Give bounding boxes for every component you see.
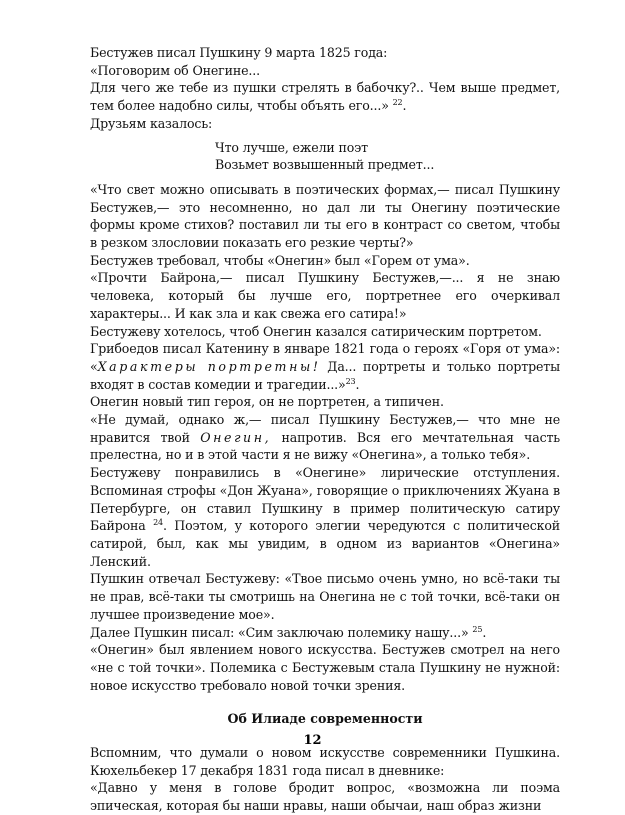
text: Далее Пушкин писал: «Сим заключаю полемику нашу...» (90, 624, 469, 640)
paragraph (90, 181, 560, 252)
paragraph (90, 340, 560, 393)
text: Пушкин отвечал Бестужеву: «Твое письмо очень умно, но всё-таки ты не прав, всё-таки ты смотришь на Онегина не с той точки, всё-таки он лучшее произведение мое». (90, 571, 560, 622)
text: Бестужев требовал, чтобы «Онегин» был «Горем от ума». (90, 252, 470, 268)
paragraph (90, 252, 560, 270)
text: Бестужеву хотелось, чтоб Онегин казался сатирическим портретом. (90, 323, 542, 339)
footnote-ref[interactable]: 25 (472, 624, 483, 634)
paragraph (90, 44, 560, 62)
paragraph (90, 115, 560, 133)
verse-quote (215, 139, 560, 174)
text: «Что свет можно описывать в поэтических формах,— писал Пушкину Бестужев,— это несомненно, но дал ли ты Онегину поэтические формы кроме стихов? поставил ли ты его в контраст со светом, чтобы в резком злословии показать его резкие черты?» (90, 181, 560, 251)
footnote-ref[interactable]: 22 (392, 98, 403, 108)
emphasis-text: Характеры портретны! (97, 358, 321, 374)
text: Вспомним, что думали о новом искусстве современники Пушкина. Кюхельбекер 17 декабря 1831 года писал в дневнике: (90, 745, 560, 778)
paragraph: Для чего же тебе из пушки стрелять в бабочку?.. Чем выше предмет, тем более надобно силы, чтобы объять его...» $^{22}$. (90, 80, 560, 114)
text: Грибоедов писал Катенину в январе 1821 года о героях «Горя от ума»: « (90, 341, 560, 374)
paragraph (90, 641, 560, 694)
text: Для чего же тебе из пушки стрелять в бабочку?.. Чем выше предмет, тем более надобно силы, чтобы объять его...» (90, 80, 560, 114)
verse-line: Что лучше, ежели поэт (215, 139, 368, 155)
paragraph (90, 624, 560, 642)
text: Да... портреты и только портреты входят в состав комедии и трагедии...» (90, 358, 560, 392)
text: Друзьям казалось: (90, 115, 213, 131)
page-number: 12 (303, 733, 322, 748)
text: Бестужеву понравились в «Онегине» лирические отступления. Вспоминая строфы «Дон Жуана», говорящие о приключениях Жуана в Петербурге, он ставил Пушкину в пример политическую сатиру Байрона (90, 465, 560, 534)
text: . Поэтом, у которого элегии чередуются с политической сатирой, был, как мы увидим, в одном из вариантов «Онегина» Ленский. (90, 518, 560, 569)
text: «Давно у меня в голове бродит вопрос, «возможна ли поэма эпическая, которая бы наши нравы, наши обычаи, наш образ жизни (90, 780, 560, 814)
text: «Поговорим об Онегине... (90, 62, 260, 78)
paragraph (90, 744, 560, 779)
paragraph (90, 779, 560, 814)
paragraph (90, 323, 560, 341)
section-heading: Об Илиаде современности (227, 711, 423, 727)
text: Онегин новый тип героя, он не портретен, а типичен. (90, 394, 444, 410)
emphasis-text: Онегин, (200, 429, 272, 445)
text: . (355, 376, 360, 392)
page-body (90, 44, 560, 815)
spacer (90, 694, 560, 710)
text: «Не думай, однако ж,— писал Пушкину Бестужев,— что мне не нравится твой (90, 412, 560, 445)
text: «Прочти Байрона,— писал Пушкину Бестужев,—... я не знаю человека, который бы лучше его, портретнее его очеркивал характеры... И как зла и как свежа его сатира!» (90, 270, 560, 321)
text: . (482, 624, 487, 640)
footnote-ref[interactable]: 23 (345, 376, 356, 386)
text: Бестужев писал Пушкину 9 марта 1825 года: (90, 45, 388, 60)
paragraph (90, 570, 560, 623)
paragraph (90, 393, 560, 411)
text: «Онегин» был явлением нового искусства. Бестужев смотрел на него «не с той точки». Полемика с Бестужевым стала Пушкину не нужной: новое искусство требовало новой точки зрения. (90, 642, 560, 693)
paragraph (90, 464, 560, 570)
paragraph (90, 62, 560, 80)
text: напротив. Вся его мечтательная часть прелестна, но и в этой части я не вижу «Онегина», а только тебя». (90, 429, 560, 463)
footnote-ref[interactable]: 24 (153, 518, 163, 528)
paragraph (90, 411, 560, 464)
verse-line: Возьмет возвышенный предмет... (215, 157, 435, 173)
paragraph (90, 269, 560, 322)
